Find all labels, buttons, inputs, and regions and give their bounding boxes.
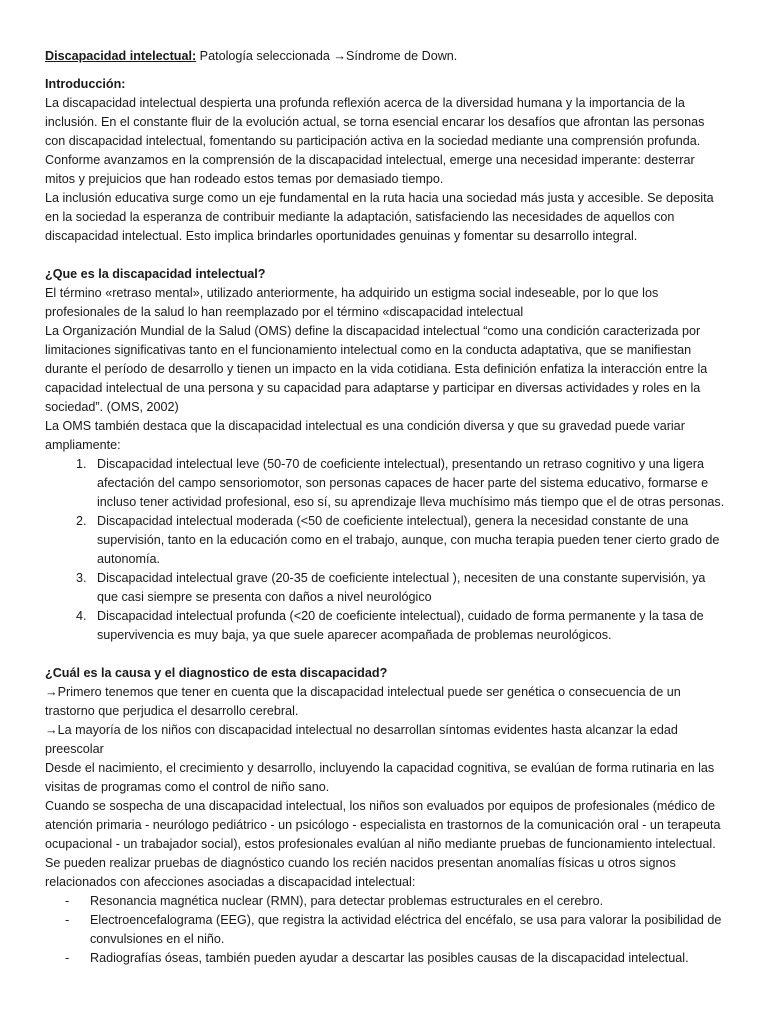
diagnostic-test-item: - Electroencefalograma (EEG), que registra la actividad eléctrica del encéfalo, se usa para valorar la posibilidad de convulsiones en el niño. [45,911,725,949]
document-page [45,47,725,968]
cause-paragraph: Se pueden realizar pruebas de diagnóstico cuando los recién nacidos presentan anomalías físicas u otros signos relacionados con afecciones asociadas a discapacidad intelectual: [45,856,676,889]
cause-paragraph: Desde el nacimiento, el crecimiento y desarrollo, incluyendo la capacidad cognitiva, se evalúan de forma rutinaria en las visitas de programas como el control de niño sano. [45,761,715,794]
diagnostic-test-item: - Radiografías óseas, también pueden ayudar a descartar las posibles causas de la discapacidad intelectual. [45,949,725,968]
severity-list [45,455,725,645]
definition-paragraph: La Organización Mundial de la Salud (OMS) define la discapacidad intelectual “como una condición caracterizada por limitaciones significativas tanto en el funcionamiento intelectual como en la conducta adaptativa, que se manifiestan durante el período de desarrollo y tienen un impacto en la vida cotidiana. Esta definición enfatiza la interacción entre la capacidad intelectual de una persona y su capacidad para adaptarse y participar en diversas actividades y roles en la sociedad”. (OMS, 2002) [45,324,708,414]
definition-paragraph: La OMS también destaca que la discapacidad intelectual es una condición diversa y que su gravedad puede variar ampliamente: [45,419,685,452]
severity-item: 4. Discapacidad intelectual profunda (<20 de coeficiente intelectual), cuidado de forma permanente y la tasa de supervivencia es muy baja, ya que suele aparecer acompañada de problemas neurológicos. [90,607,725,645]
title-label: Discapacidad intelectual: [45,49,197,63]
severity-item: 3. Discapacidad intelectual grave (20-35 de coeficiente intelectual ), necesiten de una constante supervisión, ya que casi siempre se presenta con daños a nivel neurológico [90,569,725,607]
severity-item: 1. Discapacidad intelectual leve (50-70 de coeficiente intelectual), presentando un retraso cognitivo y una ligera afectación del campo sensoriomotor, son personas capaces de hacer parte del sistema educativo, formarse e incluso tener actividad profesional, eso sí, su aprendizaje lleva muchísimo más tiempo que el de otras personas. [90,455,725,512]
definition-heading: ¿Que es la discapacidad intelectual? [45,267,266,281]
cause-heading: ¿Cuál es la causa y el diagnostico de esta discapacidad? [45,666,388,680]
intro-paragraph: La inclusión educativa surge como un eje fundamental en la ruta hacia una sociedad más justa y accesible. Se deposita en la sociedad la esperanza de contribuir mediante la adaptación, satisfaciendo las necesidades de aquellos con discapacidad intelectual. Esto implica brindarles oportunidades genuinas y fomentar su desarrollo integral. [45,191,714,243]
cause-paragraph: →Primero tenemos que tener en cuenta que la discapacidad intelectual puede ser genética o consecuencia de un trastorno que perjudica el desarrollo cerebral. [45,685,681,718]
intro-heading: Introducción: [45,77,126,91]
intro-paragraph: Conforme avanzamos en la comprensión de la discapacidad intelectual, emerge una necesidad imperante: desterrar mitos y prejuicios que han rodeado estos temas por demasiado tiempo. [45,153,695,186]
diagnostic-tests-list [45,892,725,968]
severity-item: 2. Discapacidad intelectual moderada (<50 de coeficiente intelectual), genera la necesidad constante de una supervisión, tanto en la educación como en el trabajo, aunque, con mucha terapia pueden tener cierto grado de autonomía. [90,512,725,569]
definition-paragraph: El término «retraso mental», utilizado anteriormente, ha adquirido un estigma social indeseable, por lo que los profesionales de la salud lo han reemplazado por el término «discapacidad intelectual [45,286,659,319]
title-topic: Patología seleccionada →Síndrome de Down. [196,49,458,63]
cause-section [45,664,725,968]
diagnostic-test-item: - Resonancia magnética nuclear (RMN), para detectar problemas estructurales en el cerebro. [45,892,725,911]
cause-paragraph: →La mayoría de los niños con discapacidad intelectual no desarrollan síntomas evidentes hasta alcanzar la edad preescolar [45,723,678,756]
intro-paragraph: La discapacidad intelectual despierta una profunda reflexión acerca de la diversidad humana y la importancia de la inclusión. En el constante fluir de la evolución actual, se torna esencial encarar los desafíos que afrontan las personas con discapacidad intelectual, fomentando su participación activa en la sociedad mediante una comprensión profunda. [45,96,705,148]
cause-paragraph: Cuando se sospecha de una discapacidad intelectual, los niños son evaluados por equipos de profesionales (médico de atención primaria - neurólogo pediátrico - un psicólogo - especialista en trastornos de la comunicación oral - un terapeuta ocupacional - un trabajador social), estos profesionales evalúan al niño mediante pruebas de funcionamiento intelectual. [45,799,721,851]
definition-section [45,265,725,645]
document-title [45,47,725,66]
intro-section [45,75,725,246]
